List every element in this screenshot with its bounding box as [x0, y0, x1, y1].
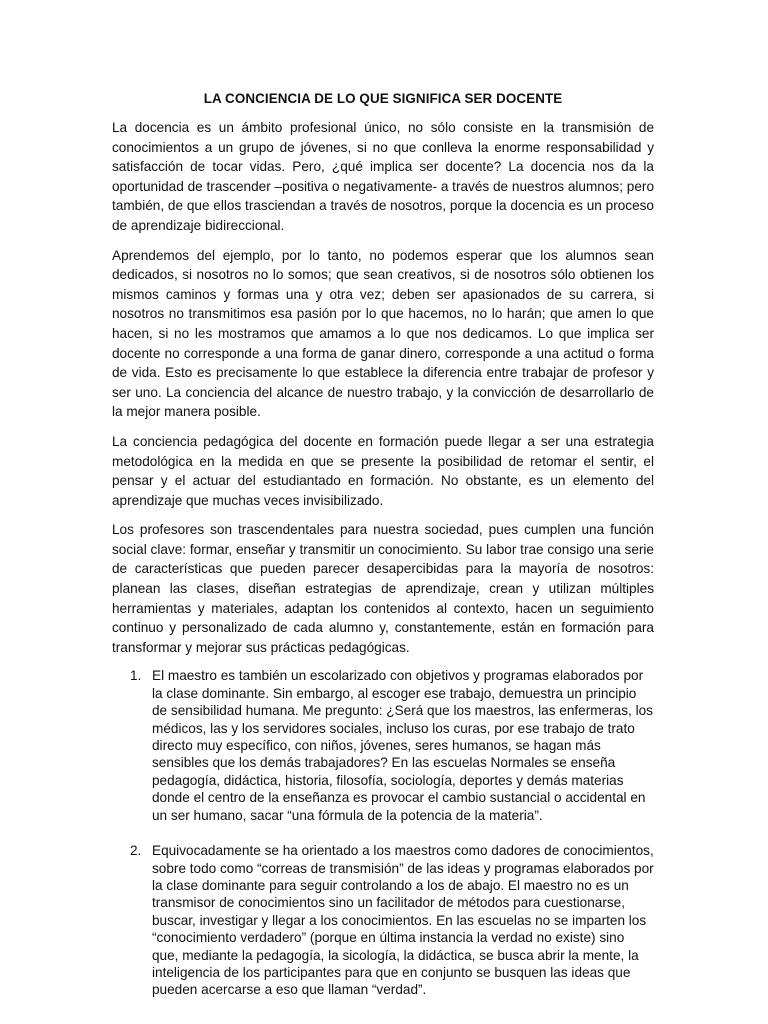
paragraph-4: Los profesores son trascendentales para nuestra sociedad, pues cumplen una función social clave: formar, enseñar y transmitir un conocimiento. Su labor trae consigo una serie de características que pueden parecer desapercibidas para la mayoría de nosotros: planean las clases, diseñan estrategias de aprendizaje, crean y utilizan múltiples herramientas y materiales, adaptan los contenidos al contexto, hacen un seguimiento continuo y personalizado de cada alumno y, constantemente, están en formación para transformar y mejorar sus prácticas pedagógicas.	[112, 522, 654, 655]
list-item-number: 1.	[130, 668, 142, 684]
list-item-text: Equivocadamente se ha orientado a los maestros como dadores de conocimientos, sobre todo como “correas de transmisión” de las ideas y programas elaborados por la clase dominante para seguir controlando a los de abajo. El maestro no es un transmisor de conocimientos sino un facilitador de métodos para cuestionarse, buscar, investigar y llegar a los conocimientos. En las escuelas no se imparten los “conocimiento verdadero” (porque en última instancia la verdad no existe) sino que, mediante la pedagogía, la sicología, la didáctica, se busca abrir la mente, la inteligencia de los participantes para que en conjunto se busquen las ideas que pueden acercarse a eso que llaman “verdad”.	[152, 843, 654, 998]
list-item-2	[112, 842, 654, 999]
paragraph-1: La docencia es un ámbito profesional único, no sólo consiste en la transmisión de conocimientos a un grupo de jóvenes, si no que conlleva la enorme responsabilidad y satisfacción de tocar vidas. Pero, ¿qué implica ser docente? La docencia nos da la oportunidad de trascender –positiva o negativamente- a través de nuestros alumnos; pero también, de que ellos trasciendan a través de nosotros, porque la docencia es un proceso de aprendizaje bidireccional.	[112, 120, 654, 233]
list-item-text: El maestro es también un escolarizado con objetivos y programas elaborados por la clase dominante. Sin embargo, al escoger ese trabajo, demuestra un principio de sensibilidad humana. Me pregunto: ¿Será que los maestros, las enfermeras, los médicos, las y los servidores sociales, incluso los curas, por ese trabajo de trato directo muy específico, con niños, jóvenes, seres humanos, se hagan más sensibles que los demás trabajadores? En las escuelas Normales se enseña pedagogía, didáctica, historia, filosofía, sociología, deportes y demás materias donde el centro de la enseñanza es provocar el cambio sustancial o accidental en un ser humano, sacar “una fórmula de la potencia de la materia”.	[152, 668, 653, 823]
paragraph-3: La conciencia pedagógica del docente en formación puede llegar a ser una estrategia metodológica en la medida en que se presente la posibilidad de retomar el sentir, el pensar y el actuar del estudiantado en formación. No obstante, es un elemento del aprendizaje que muchas veces invisibilizado.	[112, 433, 654, 508]
paragraph-2: Aprendemos del ejemplo, por lo tanto, no podemos esperar que los alumnos sean dedicados, si nosotros no lo somos; que sean creativos, si de nosotros sólo obtienen los mismos caminos y formas una y otra vez; deben ser apasionados de su carrera, si nosotros no transmitimos esa pasión por lo que hacemos, no lo harán; que amen lo que hacen, si no les mostramos que amamos a lo que nos dedicamos. Lo que implica ser docente no corresponde a una forma de ganar dinero, corresponde a una actitud o forma de vida. Esto es precisamente lo que establece la diferencia entre trabajar de profesor y ser uno. La conciencia del alcance de nuestro trabajo, y la convicción de desarrollarlo de la mejor manera posible.	[112, 247, 654, 420]
document-title: LA CONCIENCIA DE LO QUE SIGNIFICA SER DOCENTE	[203, 91, 563, 106]
list-item-number: 2.	[130, 843, 142, 859]
list-item-1	[112, 667, 654, 824]
numbered-list	[112, 667, 654, 998]
